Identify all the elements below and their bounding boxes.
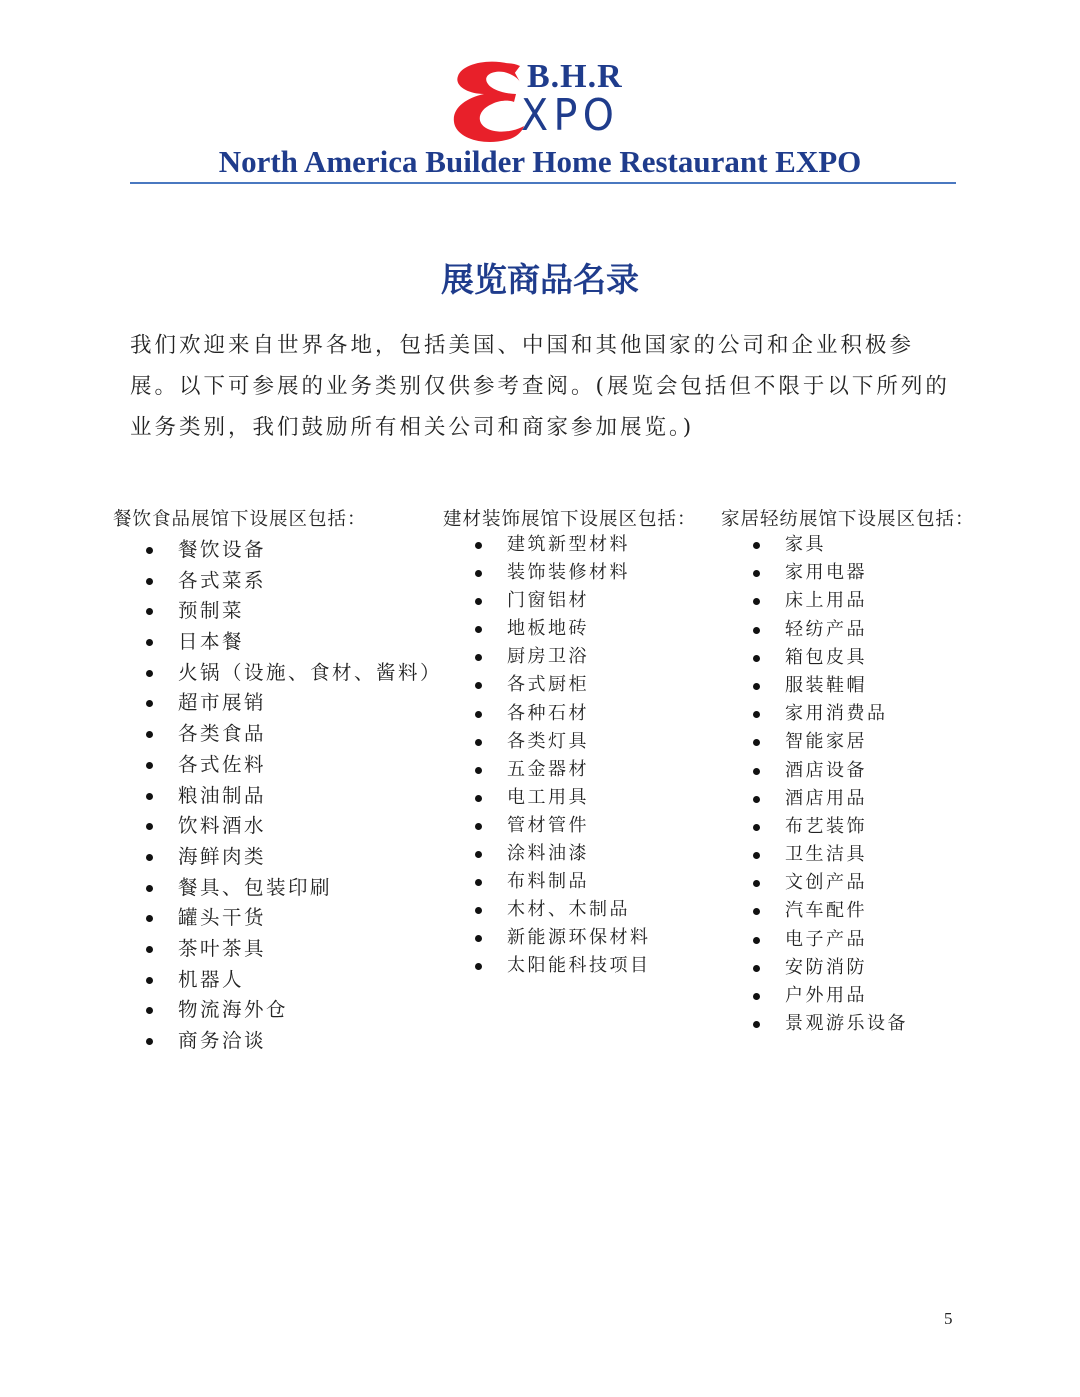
list-item: 涂料油漆 (443, 840, 697, 868)
header-divider (130, 182, 956, 184)
page-number: 5 (944, 1309, 953, 1328)
bullet-icon (146, 946, 153, 953)
list-item: 机器人 (113, 965, 442, 996)
bullet-icon (753, 937, 760, 944)
list-item: 地板地砖 (443, 615, 697, 643)
bullet-icon (146, 639, 153, 646)
column-heading: 家居轻纺展馆下设展区包括： (721, 509, 975, 530)
list-item: 各式菜系 (113, 566, 442, 597)
list-item: 布料制品 (443, 868, 697, 896)
list-item: 箱包皮具 (721, 644, 975, 672)
bullet-icon (753, 542, 760, 549)
bullet-icon (475, 626, 482, 633)
list-item: 餐具、包装印刷 (113, 873, 442, 904)
list-item: 酒店用品 (721, 785, 975, 813)
category-column-building (443, 505, 697, 981)
bullet-icon (146, 885, 153, 892)
list-item: 各类食品 (113, 719, 442, 750)
list-item: 床上用品 (721, 587, 975, 615)
bullet-icon (146, 977, 153, 984)
list-item: 厨房卫浴 (443, 643, 697, 671)
list-item: 预制菜 (113, 596, 442, 627)
list-item: 罐头干货 (113, 903, 442, 934)
category-list (721, 531, 975, 1038)
bullet-icon (753, 711, 760, 718)
list-item: 门窗铝材 (443, 587, 697, 615)
bullet-icon (753, 598, 760, 605)
list-item: 各种石材 (443, 700, 697, 728)
list-item: 布艺装饰 (721, 813, 975, 841)
list-item: 五金器材 (443, 756, 697, 784)
bullet-icon (146, 854, 153, 861)
bullet-icon (753, 627, 760, 634)
bullet-icon (146, 547, 153, 554)
list-item: 茶叶茶具 (113, 934, 442, 965)
category-column-home (721, 505, 975, 1038)
list-item: 各式佐料 (113, 750, 442, 781)
list-item: 汽车配件 (721, 897, 975, 925)
bullet-icon (475, 570, 482, 577)
bullet-icon (475, 767, 482, 774)
bullet-icon (753, 965, 760, 972)
expo-title: North America Builder Home Restaurant EXPO (218, 144, 862, 179)
bullet-icon (475, 682, 482, 689)
bullet-icon (146, 762, 153, 769)
list-item: 户外用品 (721, 982, 975, 1010)
list-item: 家用电器 (721, 559, 975, 587)
bullet-icon (475, 907, 482, 914)
logo-wordmark-top: B.H.R (527, 58, 623, 95)
category-list (443, 531, 697, 981)
list-item: 文创产品 (721, 869, 975, 897)
list-item: 安防消防 (721, 954, 975, 982)
bullet-icon (475, 795, 482, 802)
list-item: 电工用具 (443, 784, 697, 812)
list-item: 太阳能科技项目 (443, 952, 697, 980)
list-item: 智能家居 (721, 728, 975, 756)
list-item: 各式厨柜 (443, 671, 697, 699)
bullet-icon (753, 655, 760, 662)
bullet-icon (475, 963, 482, 970)
list-item: 电子产品 (721, 926, 975, 954)
bullet-icon (146, 700, 153, 707)
page-title: 展览商品名录 (441, 260, 639, 299)
category-list (113, 535, 442, 1057)
column-heading: 建材装饰展馆下设展区包括： (443, 509, 697, 530)
bullet-icon (146, 793, 153, 800)
list-item: 木材、木制品 (443, 896, 697, 924)
bullet-icon (753, 880, 760, 887)
list-item: 海鲜肉类 (113, 842, 442, 873)
bullet-icon (475, 598, 482, 605)
bullet-icon (146, 731, 153, 738)
logo-wordmark-bottom: XPO (521, 90, 620, 141)
bullet-icon (753, 824, 760, 831)
intro-paragraph: 我们欢迎来自世界各地，包括美国、中国和其他国家的公司和企业积极参展。以下可参展的业务类别仅供参考查阅。(展览会包括但不限于以下所列的业务类别，我们鼓励所有相关公司和商家参加展览。) (130, 333, 950, 440)
list-item: 火锅（设施、食材、酱料） (113, 658, 442, 689)
bullet-icon (475, 935, 482, 942)
list-item: 酒店设备 (721, 757, 975, 785)
list-item: 管材管件 (443, 812, 697, 840)
bullet-icon (146, 608, 153, 615)
bullet-icon (146, 1007, 153, 1014)
list-item: 轻纺产品 (721, 616, 975, 644)
list-item: 新能源环保材料 (443, 924, 697, 952)
list-item: 服装鞋帽 (721, 672, 975, 700)
list-item: 建筑新型材料 (443, 531, 697, 559)
bullet-icon (753, 683, 760, 690)
bullet-icon (753, 739, 760, 746)
list-item: 超市展销 (113, 688, 442, 719)
bullet-icon (146, 578, 153, 585)
bullet-icon (753, 768, 760, 775)
category-column-food (113, 505, 442, 1057)
bullet-icon (753, 852, 760, 859)
list-item: 家用消费品 (721, 700, 975, 728)
list-item: 景观游乐设备 (721, 1010, 975, 1038)
bullet-icon (146, 915, 153, 922)
bullet-icon (475, 879, 482, 886)
list-item: 物流海外仓 (113, 995, 442, 1026)
list-item: 粮油制品 (113, 781, 442, 812)
list-item: 卫生洁具 (721, 841, 975, 869)
bullet-icon (753, 1021, 760, 1028)
bullet-icon (753, 908, 760, 915)
list-item: 饮料酒水 (113, 811, 442, 842)
list-item: 装饰装修材料 (443, 559, 697, 587)
bullet-icon (753, 993, 760, 1000)
list-item: 商务洽谈 (113, 1026, 442, 1057)
bullet-icon (475, 542, 482, 549)
bullet-icon (146, 670, 153, 677)
bullet-icon (475, 823, 482, 830)
bullet-icon (475, 739, 482, 746)
bullet-icon (475, 654, 482, 661)
list-item: 家具 (721, 531, 975, 559)
bullet-icon (753, 570, 760, 577)
column-heading: 餐饮食品展馆下设展区包括： (113, 509, 367, 530)
bullet-icon (475, 851, 482, 858)
bullet-icon (475, 711, 482, 718)
bullet-icon (146, 1038, 153, 1045)
bullet-icon (753, 796, 760, 803)
list-item: 各类灯具 (443, 728, 697, 756)
list-item: 餐饮设备 (113, 535, 442, 566)
bullet-icon (146, 823, 153, 830)
list-item: 日本餐 (113, 627, 442, 658)
